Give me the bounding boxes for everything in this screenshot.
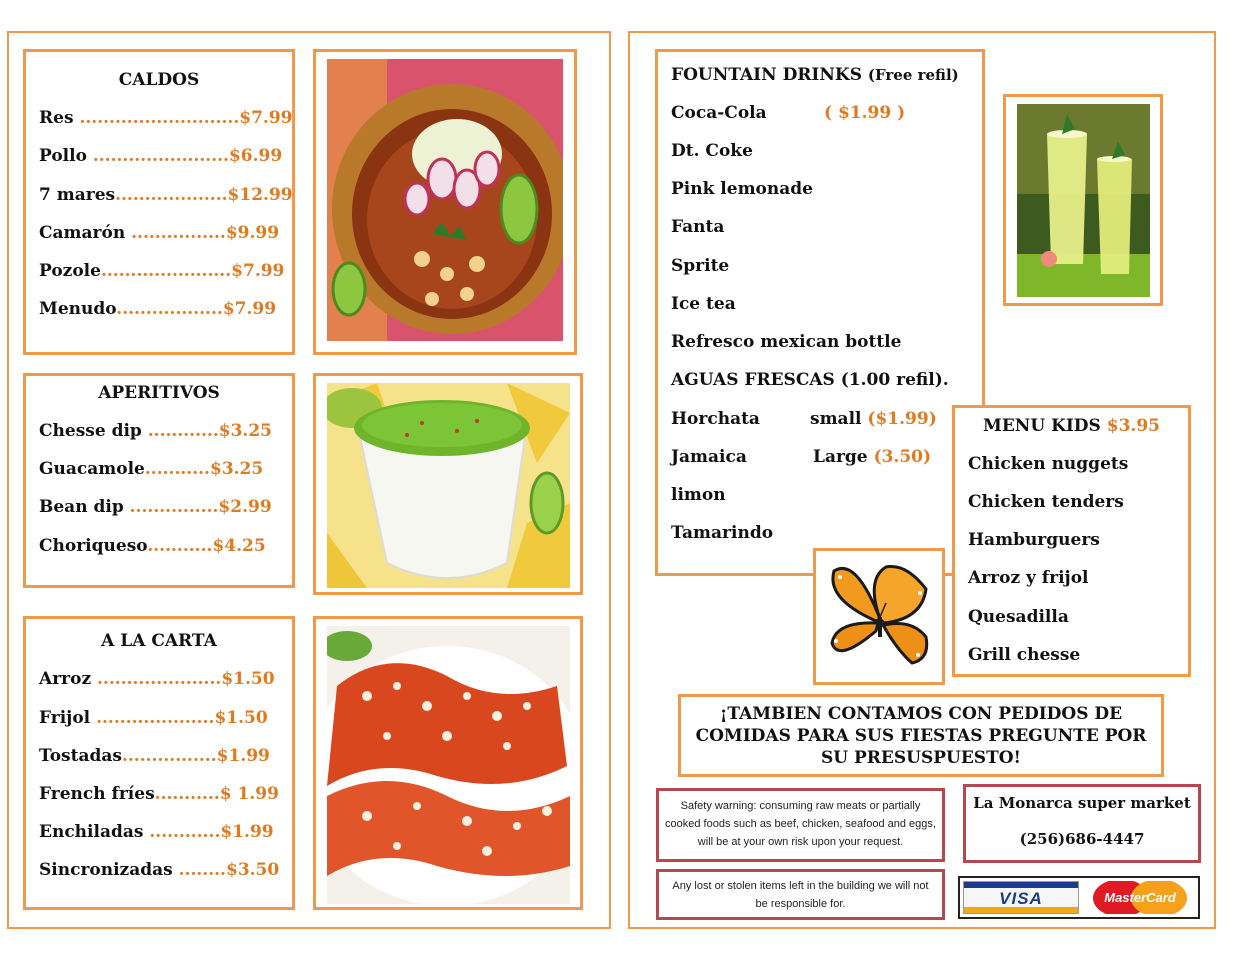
menu-item: Camarón ................$9.99 (39, 223, 280, 243)
drink-item: Pink lemonade (671, 179, 813, 199)
drink-item: Tamarindo (671, 523, 774, 543)
menu-item: Pozole......................$7.99 (39, 261, 285, 281)
store-phone: (256)686-4447 (1019, 830, 1145, 848)
party-orders-notice (678, 694, 1164, 777)
menu-item: 7 mares...................$12.99 (39, 185, 293, 205)
aperitivos-title: APERITIVOS (98, 383, 220, 403)
payment-cards (958, 876, 1200, 919)
drink-item: Fanta (671, 217, 725, 237)
drinks-section (655, 49, 985, 576)
kids-menu-title: MENU KIDS $3.95 (983, 416, 1160, 436)
menu-item: Guacamole...........$3.25 (39, 459, 264, 479)
drink-item: Jamaica (671, 447, 747, 467)
notice-text: ¡TAMBIEN CONTAMOS CON PEDIDOS DE COMIDAS PARA SUS FIESTAS PREGUNTE POR SU PRESUSPUESTO! (695, 704, 1147, 768)
kids-item: Chicken nuggets (968, 454, 1129, 474)
butterfly-icon (826, 559, 934, 675)
drink-item: Ice tea (671, 294, 736, 314)
menu-item: Pollo .......................$6.99 (39, 146, 283, 166)
drink-item: Horchata (671, 409, 760, 429)
caldos-section (23, 49, 295, 355)
drink-price: ( $1.99 ) (824, 103, 906, 123)
menu-item: French fríes...........$ 1.99 (39, 784, 279, 804)
store-info (963, 784, 1201, 863)
size-large: Large (3.50) (813, 447, 932, 467)
safety-text: Safety warning: consuming raw meats or partially cooked foods such as beef, chicken, seafood and eggs, will be at your own risk upon your request. (665, 800, 936, 848)
kids-item: Quesadilla (968, 607, 1069, 627)
drinks-photo (1003, 94, 1163, 306)
menu-item: Sincronizadas ........$3.50 (39, 860, 280, 880)
kids-menu-section (952, 405, 1191, 677)
kids-item: Hamburguers (968, 530, 1100, 550)
menu-item: Chesse dip ............$3.25 (39, 421, 272, 441)
menu-item: Choriqueso...........$4.25 (39, 536, 266, 556)
store-name: La Monarca super market (973, 794, 1191, 812)
enchiladas-photo (313, 616, 583, 910)
drink-item: Sprite (671, 256, 730, 276)
kids-item: Grill chesse (968, 645, 1081, 665)
visa-logo: VISA (963, 881, 1079, 914)
menu-item: Frijol ....................$1.50 (39, 708, 268, 728)
aguas-title: AGUAS FRESCAS (1.00 refil). (671, 370, 949, 390)
drink-item: Dt. Coke (671, 141, 753, 161)
menu-item: Tostadas................$1.99 (39, 746, 270, 766)
menu-item: Res ...........................$7.99 (39, 108, 293, 128)
drink-item: Coca-Cola (671, 103, 767, 123)
caldos-title: CALDOS (118, 70, 200, 90)
drink-item: Refresco mexican bottle (671, 332, 902, 352)
menu-item: Menudo..................$7.99 (39, 299, 277, 319)
alacarta-title: A LA CARTA (101, 631, 217, 651)
menu-item: Arroz .....................$1.50 (39, 669, 275, 689)
kids-item: Chicken tenders (968, 492, 1124, 512)
safety-warning (656, 788, 945, 862)
size-small: small ($1.99) (810, 409, 937, 429)
kids-item: Arroz y frijol (968, 568, 1089, 588)
guacamole-photo (313, 373, 583, 595)
menu-item: Enchiladas ............$1.99 (39, 822, 274, 842)
menu-item: Bean dip ...............$2.99 (39, 497, 272, 517)
aperitivos-section (23, 373, 295, 588)
lost-items-notice (656, 869, 945, 920)
drinks-title: FOUNTAIN DRINKS (Free refil) (671, 65, 959, 85)
alacarta-section (23, 616, 295, 910)
drink-item: limon (671, 485, 726, 505)
pozole-photo (313, 49, 577, 355)
lost-text: Any lost or stolen items left in the building we will not be responsible for. (672, 880, 929, 910)
butterfly-image (813, 548, 945, 685)
mastercard-logo: MasterCard (1083, 881, 1197, 914)
